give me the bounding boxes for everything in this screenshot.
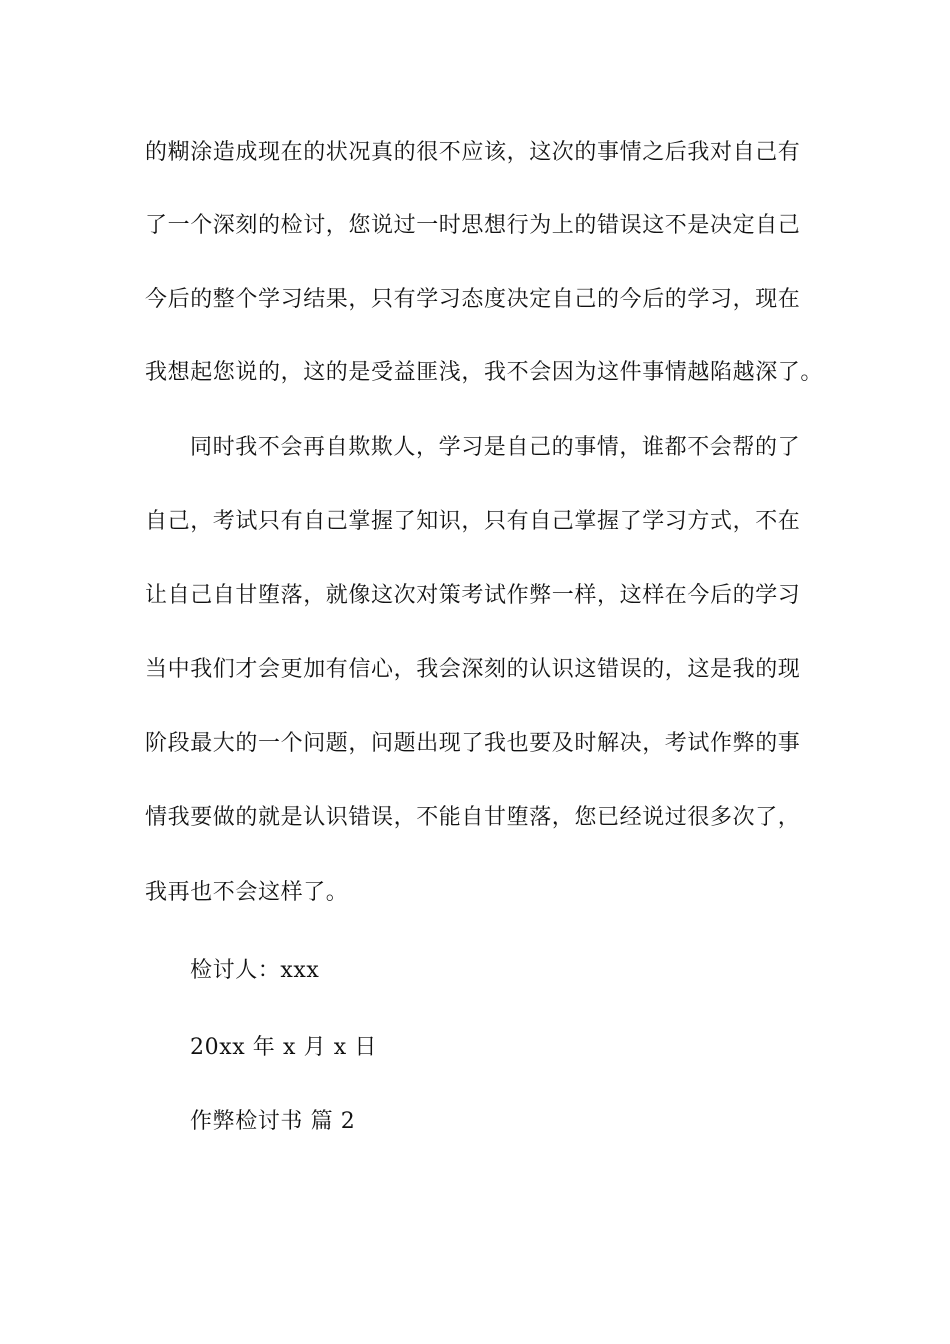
paragraph-1-line-3: 今后的整个学习结果，只有学习态度决定自己的今后的学习，现在	[145, 287, 801, 312]
next-section-title: 作弊检讨书 篇 2	[190, 1109, 356, 1134]
date-line: 20xx 年 x 月 x 日	[190, 1035, 377, 1060]
paragraph-2-line-6: 情我要做的就是认识错误，不能自甘堕落，您已经说过很多次了，	[145, 805, 801, 830]
paragraph-2-line-4: 当中我们才会更加有信心，我会深刻的认识这错误的，这是我的现	[145, 657, 801, 682]
paragraph-1-line-4: 我想起您说的，这的是受益匪浅，我不会因为这件事情越陷越深了。	[145, 360, 824, 385]
paragraph-2-line-5: 阶段最大的一个问题，问题出现了我也要及时解决，考试作弊的事	[145, 731, 801, 756]
paragraph-2-line-2: 自己，考试只有自己掌握了知识，只有自己掌握了学习方式，不在	[145, 509, 801, 534]
paragraph-2-line-1: 同时我不会再自欺欺人，学习是自己的事情，谁都不会帮的了	[190, 435, 801, 460]
paragraph-2-line-3: 让自己自甘堕落，就像这次对策考试作弊一样，这样在今后的学习	[145, 583, 801, 608]
signature-line: 检讨人：xxx	[190, 958, 320, 983]
paragraph-2-line-7: 我再也不会这样了。	[145, 880, 349, 905]
paragraph-1-line-1: 的糊涂造成现在的状况真的很不应该，这次的事情之后我对自己有	[145, 140, 801, 165]
paragraph-1-line-2: 了一个深刻的检讨，您说过一时思想行为上的错误这不是决定自己	[145, 213, 801, 238]
